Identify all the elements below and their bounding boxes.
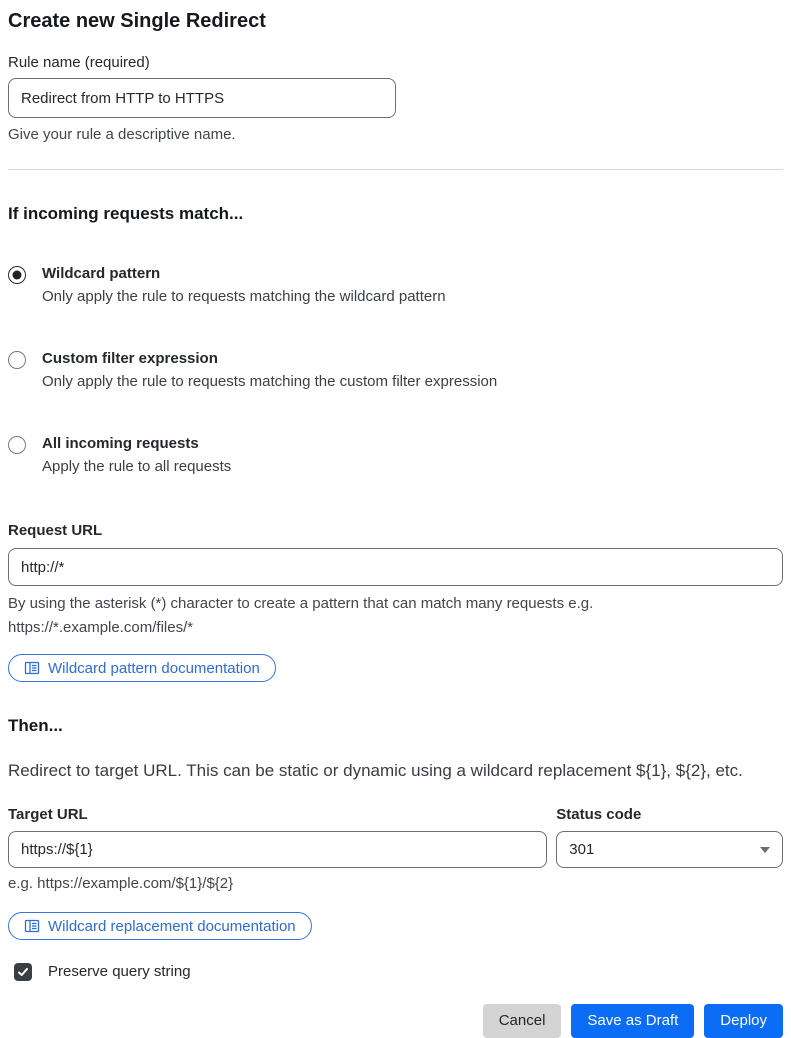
preserve-query-string-row[interactable]	[8, 962, 783, 982]
target-url-input[interactable]	[8, 831, 547, 868]
then-section-heading: Then...	[8, 716, 63, 735]
target-url-help: e.g. https://example.com/${1}/${2}	[8, 875, 234, 892]
rule-name-help: Give your rule a descriptive name.	[8, 126, 236, 143]
page-title: Create new Single Redirect	[8, 10, 266, 32]
radio-unchecked-icon[interactable]	[8, 351, 26, 369]
radio-option-wildcard-pattern[interactable]	[8, 264, 783, 308]
radio-description: Apply the rule to all requests	[42, 458, 232, 475]
request-url-input[interactable]	[8, 548, 783, 586]
preserve-query-string-label: Preserve query string	[48, 963, 191, 980]
book-icon	[24, 918, 40, 934]
target-url-label: Target URL	[8, 806, 88, 823]
match-options-group	[8, 264, 783, 478]
wildcard-pattern-documentation-button[interactable]	[8, 654, 276, 682]
request-url-help	[8, 592, 783, 640]
wildcard-replacement-documentation-button[interactable]	[8, 912, 312, 940]
request-url-help-line1: By using the asterisk (*) character to create a pattern that can match many requests e.g.	[8, 595, 594, 612]
deploy-button[interactable]: Deploy	[704, 1004, 783, 1038]
status-code-value: 301	[569, 841, 595, 858]
status-code-label: Status code	[556, 806, 642, 823]
doc-button-label: Wildcard pattern documentation	[48, 659, 260, 677]
check-icon	[17, 966, 29, 978]
radio-label: Custom filter expression	[42, 350, 218, 367]
rule-name-label: Rule name (required)	[8, 54, 150, 71]
doc-button-label: Wildcard replacement documentation	[48, 917, 296, 935]
footer-actions	[8, 1004, 783, 1038]
rule-name-input[interactable]	[8, 78, 396, 118]
book-icon	[24, 660, 40, 676]
radio-label: Wildcard pattern	[42, 265, 161, 282]
section-divider	[8, 169, 783, 170]
radio-option-custom-filter-expression[interactable]	[8, 349, 783, 393]
radio-option-all-incoming-requests[interactable]	[8, 434, 783, 478]
status-code-select[interactable]	[556, 831, 783, 868]
cancel-button[interactable]: Cancel	[483, 1004, 562, 1038]
request-url-label: Request URL	[8, 522, 103, 539]
match-section-heading: If incoming requests match...	[8, 204, 244, 223]
radio-description: Only apply the rule to requests matching the custom filter expression	[42, 373, 498, 390]
request-url-help-line2: https://*.example.com/files/*	[8, 619, 194, 636]
radio-label: All incoming requests	[42, 435, 199, 452]
radio-unchecked-icon[interactable]	[8, 436, 26, 454]
radio-checked-icon[interactable]	[8, 266, 26, 284]
checkbox-checked-icon[interactable]	[14, 963, 32, 981]
then-description: Redirect to target URL. This can be static or dynamic using a wildcard replacement ${1}, ${2}, etc.	[8, 761, 743, 780]
radio-description: Only apply the rule to requests matching the wildcard pattern	[42, 288, 446, 305]
chevron-down-icon	[760, 847, 770, 853]
save-as-draft-button[interactable]: Save as Draft	[571, 1004, 694, 1038]
